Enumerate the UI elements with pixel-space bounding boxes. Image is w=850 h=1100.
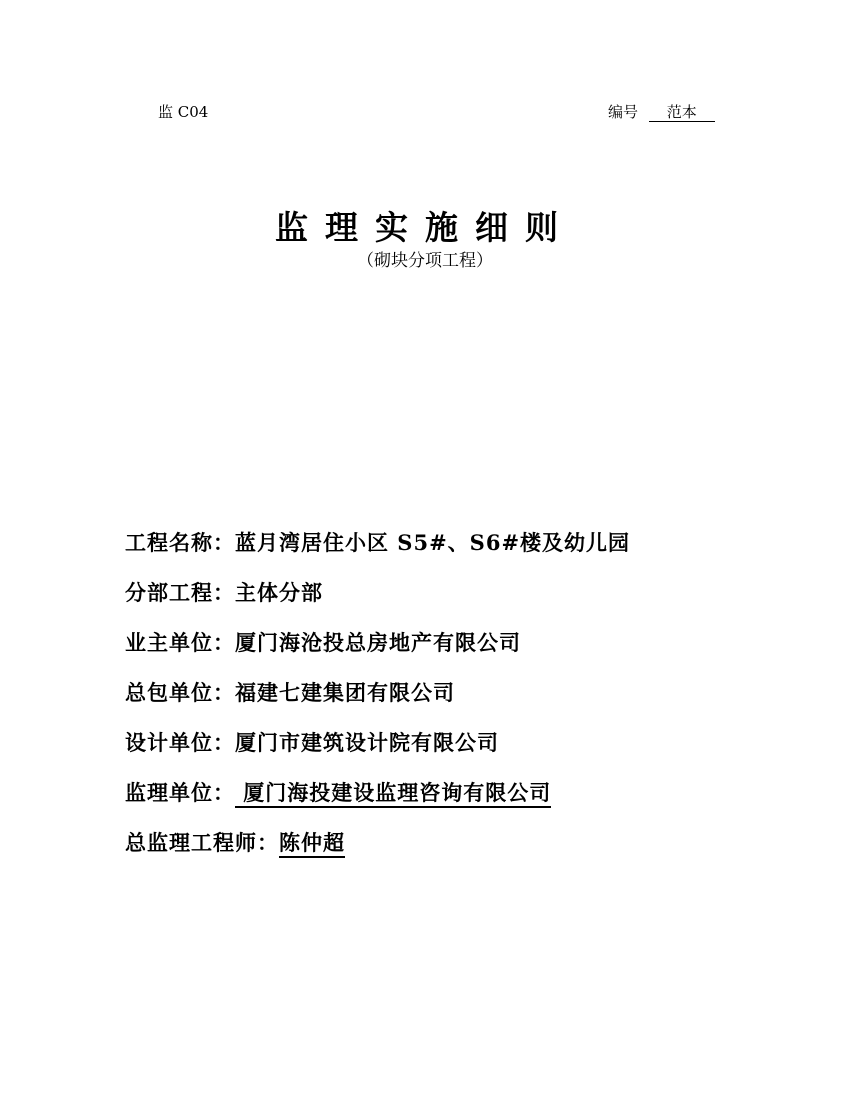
info-label: 设计单位：	[125, 730, 235, 755]
info-row-designer	[125, 727, 765, 777]
form-code: 监 C04	[158, 103, 209, 121]
info-row-owner	[125, 627, 765, 677]
document-number-value: 范本	[649, 103, 715, 122]
info-value: 福建七建集团有限公司	[235, 680, 455, 705]
info-label: 总包单位：	[125, 680, 235, 705]
project-info-list	[125, 527, 765, 877]
info-row-chief-engineer	[125, 827, 765, 877]
document-number-label: 编号	[608, 103, 639, 121]
info-value: 厦门海投建设监理咨询有限公司	[235, 780, 551, 808]
info-label: 业主单位：	[125, 630, 235, 655]
info-value: 厦门市建筑设计院有限公司	[235, 730, 499, 755]
document-subtitle: （砌块分项工程）	[357, 251, 493, 271]
document-title: 监理实施细则	[275, 208, 575, 247]
info-row-supervisor	[125, 777, 765, 827]
document-number	[608, 102, 715, 122]
info-value: 厦门海沧投总房地产有限公司	[235, 630, 521, 655]
info-label: 总监理工程师：	[125, 830, 279, 855]
info-label: 监理单位：	[125, 780, 235, 805]
info-value: 陈仲超	[279, 830, 345, 858]
info-row-project-name	[125, 527, 765, 577]
info-row-division	[125, 577, 765, 627]
info-value: 主体分部	[235, 580, 323, 605]
info-value: 蓝月湾居住小区 S5#、S6#楼及幼儿园	[235, 530, 631, 555]
info-row-contractor	[125, 677, 765, 727]
info-label: 分部工程：	[125, 580, 235, 605]
info-label: 工程名称：	[125, 530, 235, 555]
